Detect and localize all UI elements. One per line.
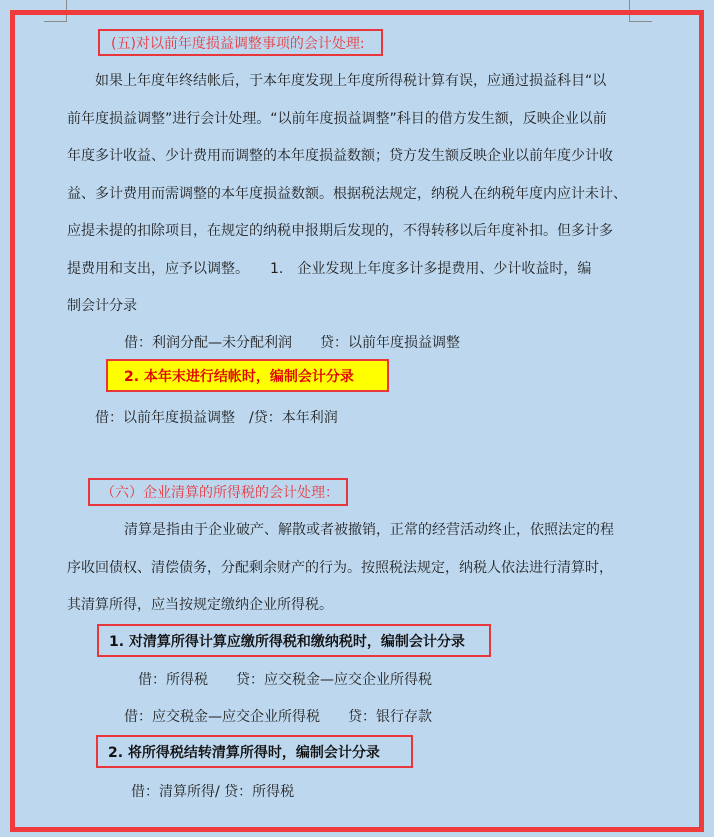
section6-subheading-2: [96, 735, 413, 768]
section5-heading-text: (五)对以前年度损益调整事项的会计处理:: [111, 35, 365, 52]
section5-subheading-2: [106, 359, 389, 392]
section6-heading: [88, 478, 348, 506]
section5-para-line-7: 制会计分录: [67, 298, 137, 314]
section6-para-line-2: 序收回债权、清偿债务，分配剩余财产的行为。按照税法规定，纳税人依法进行清算时，: [67, 560, 613, 576]
section5-para-line-3: 年度多计收益、少计费用而调整的本年度损益数额；贷方发生额反映企业以前年度少计收: [67, 148, 613, 164]
section6-heading-text: （六）企业清算的所得税的会计处理：: [101, 485, 339, 501]
section5-para-line-6: 提费用和支出，应予以调整。 1. 企业发现上年度多计多提费用、少计收益时，编: [67, 261, 592, 277]
section6-subheading-2-text: 2. 将所得税结转清算所得时，编制会计分录: [108, 744, 380, 761]
section5-para-line-1: 如果上年度年终结帐后，于本年度发现上年度所得税计算有误，应通过损益科目“以: [95, 73, 607, 89]
section6-para-line-3: 其清算所得，应当按规定缴纳企业所得税。: [67, 597, 333, 613]
section5-entry-2: 借：以前年度损益调整 /贷：本年利润: [95, 410, 338, 426]
section5-subheading-2-text: 2. 本年末进行结帐时，编制会计分录: [124, 368, 354, 385]
section6-subheading-1: [97, 624, 491, 657]
section6-entry-1: 借：所得税 贷：应交税金—应交企业所得税: [138, 672, 432, 688]
section6-subheading-1-text: 1. 对清算所得计算应缴所得税和缴纳税时，编制会计分录: [109, 633, 465, 650]
section5-para-line-5: 应提未提的扣除项目，在规定的纳税申报期后发现的，不得转移以后年度补扣。但多计多: [67, 223, 613, 239]
section6-para-line-1: 清算是指由于企业破产、解散或者被撤销，正常的经营活动终止，依照法定的程: [124, 522, 614, 538]
section6-entry-2: 借：应交税金—应交企业所得税 贷：银行存款: [124, 709, 432, 725]
section5-para-line-2: 前年度损益调整”进行会计处理。“以前年度损益调整”科目的借方发生额，反映企业以前: [67, 111, 607, 127]
section6-entry-3: 借：清算所得/ 贷：所得税: [131, 784, 295, 800]
section5-heading: [98, 29, 383, 56]
section5-entry-1: 借：利润分配—未分配利润 贷：以前年度损益调整: [124, 335, 460, 351]
section5-para-line-4: 益、多计费用而需调整的本年度损益数额。根据税法规定，纳税人在纳税年度内应计未计、: [67, 186, 627, 202]
